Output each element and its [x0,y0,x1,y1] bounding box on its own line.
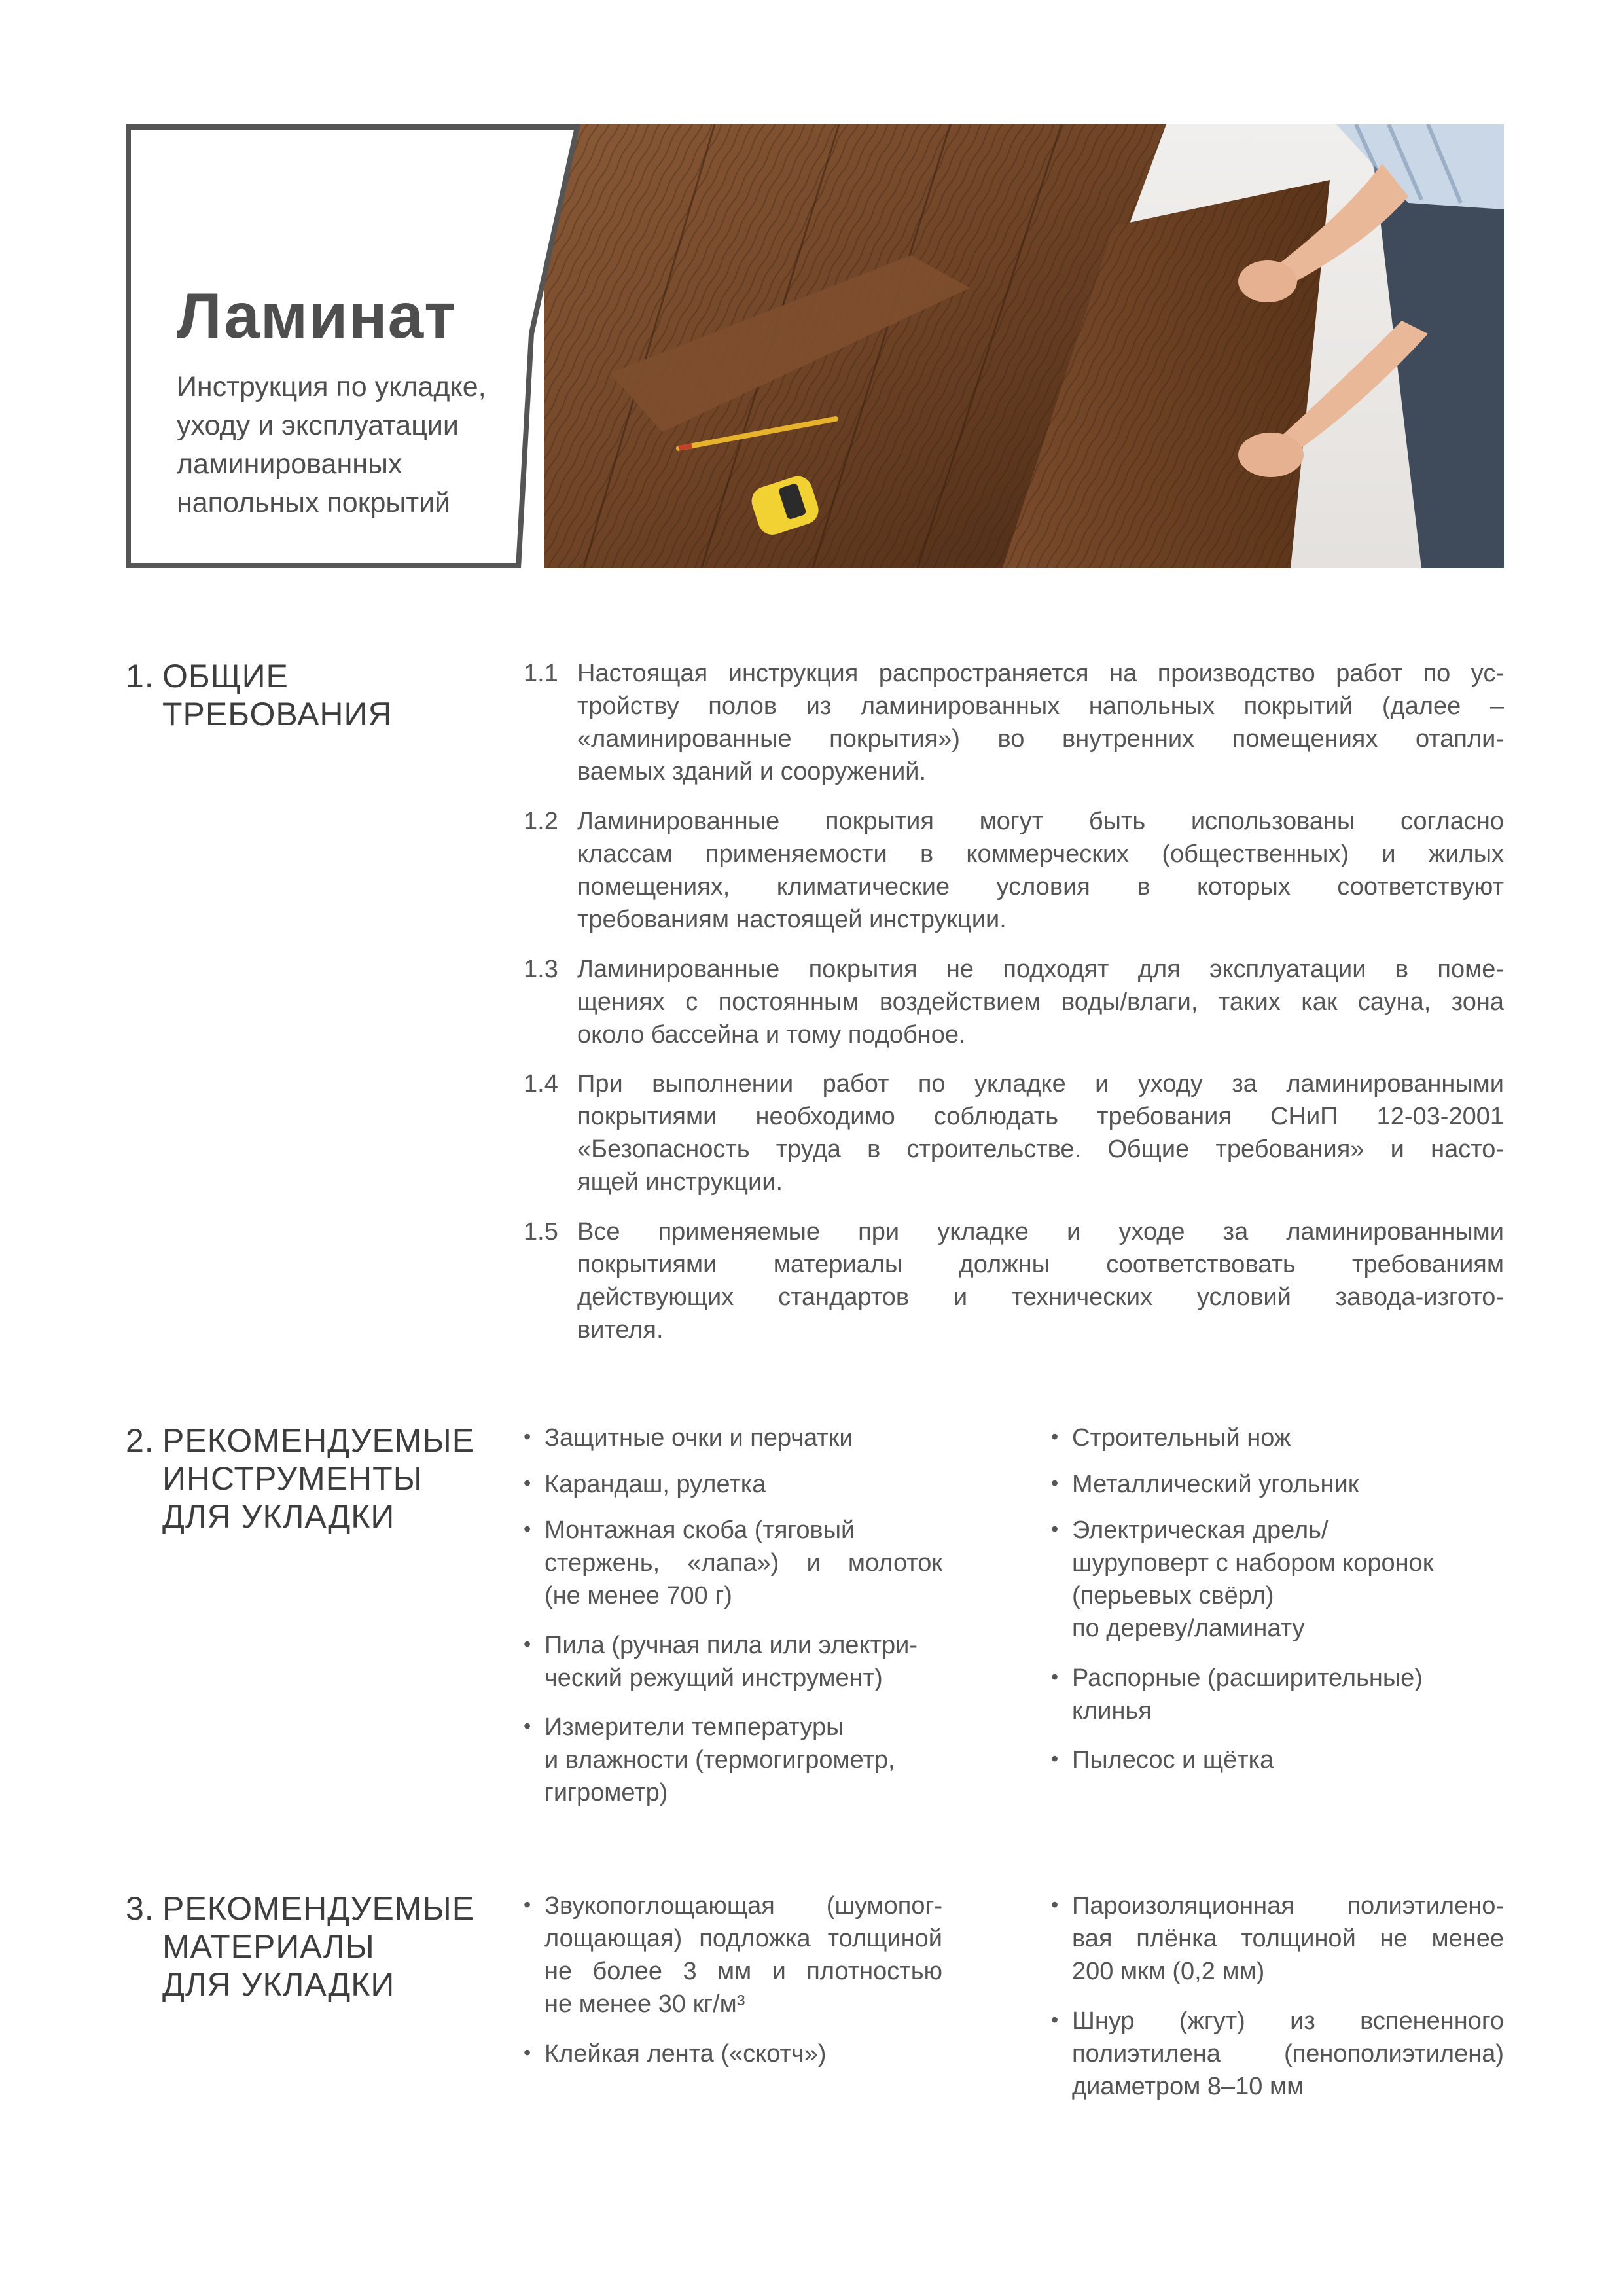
list-item [524,1629,942,1695]
list-item [524,1890,942,2020]
item-line: гигрометр) [544,1779,668,1806]
item-line: действующих стандартов и технических условий завода-изгото- [577,1283,1504,1311]
section-number: 2. [126,1422,154,1459]
item-line: Настоящая инструкция распространяется на производство работ по ус- [577,660,1504,687]
list-item [524,657,1504,788]
item-line: Карандаш, рулетка [544,1471,766,1498]
section-recommended-tools [126,1422,1504,1840]
item-line: 200 мкм (0,2 мм) [1072,1958,1265,1985]
bullet-icon: • [524,2041,531,2064]
bullet-icon: • [1051,1425,1059,1448]
item-line: около бассейна и тому подобное. [577,1021,966,1049]
item-line: «Безопасность труда в строительстве. Общие требования» и насто- [577,1136,1504,1163]
item-line: Звукопоглощающая (шумопог- [544,1892,942,1920]
section-heading-line: ДЛЯ УКЛАДКИ [162,1498,395,1535]
title-box [126,124,649,568]
item-line: Электрическая дрель/ [1072,1516,1329,1544]
item-line: ваемых зданий и сооружений. [577,758,927,785]
item-line: не менее 30 кг/м³ [544,1990,745,2018]
list-item [524,1514,942,1612]
section-heading-line: ОБЩИЕ [162,658,289,694]
bullet-icon: • [524,1471,531,1495]
section-heading-line: ТРЕБОВАНИЯ [162,696,393,732]
bullet-icon: • [524,1893,531,1916]
bullet-icon: • [524,1425,531,1448]
item-line: тройству полов из ламинированных напольных покрытий (далее – [577,692,1504,720]
item-line: лощающая) подложка толщиной [544,1925,942,1952]
bullet-icon: • [1051,1665,1059,1689]
section-heading-line: РЕКОМЕНДУЕМЫЕ [162,1890,475,1927]
bullet-icon: • [1051,2008,1059,2032]
item-line: (не менее 700 г) [544,1582,732,1609]
section-general-requirements [126,657,1504,1351]
section-heading-line: МАТЕРИАЛЫ [162,1928,375,1965]
bullet-icon: • [524,1517,531,1541]
list-item [524,953,1504,1051]
subtitle-line: Инструкция по укладке, [177,371,486,403]
item-line: не более 3 мм и плотностью [544,1958,942,1985]
bullet-icon: • [1051,1747,1059,1770]
item-line: Распорные (расширительные) [1072,1664,1423,1692]
section-number: 3. [126,1890,154,1927]
list-item [1051,1514,1504,1645]
item-number: 1.1 [524,660,558,687]
list-item [1051,1468,1504,1501]
item-number: 1.4 [524,1070,558,1098]
item-line: щениях с постоянным воздействием воды/влаги, таких как сауна, зона [577,988,1504,1016]
list-item [524,1215,1504,1346]
item-line: Все применяемые при укладке и уходе за ламинированными [577,1218,1504,1246]
item-line: стержень, «лапа») и молоток [544,1549,942,1577]
item-number: 1.3 [524,956,558,983]
item-line: Пила (ручная пила или электри- [544,1632,918,1659]
list-item [1051,1422,1504,1454]
section-number: 1. [126,658,154,694]
header-banner [126,124,1504,568]
subtitle-line: уходу и эксплуатации [177,410,459,441]
item-line: ящей инструкции. [577,1168,783,1196]
item-line: Защитные очки и перчатки [544,1424,853,1452]
item-number: 1.5 [524,1218,558,1246]
section-heading-line: ДЛЯ УКЛАДКИ [162,1966,395,2003]
list-item [1051,2005,1504,2103]
item-line: ческий режущий инструмент) [544,1664,883,1692]
item-line: Шнур (жгут) из вспененного [1072,2007,1504,2035]
item-line: Измерители температуры [544,1713,844,1741]
item-line: помещениях, климатические условия в которых соответствуют [577,873,1504,901]
list-item [1051,1744,1504,1776]
item-line: «ламинированные покрытия») во внутренних помещениях отапли- [577,725,1504,753]
list-item [1051,1662,1504,1727]
list-item [524,2037,942,2070]
item-line: Ламинированные покрытия не подходят для эксплуатации в поме- [577,956,1504,983]
item-line: полиэтилена (пенополиэтилена) [1072,2040,1504,2068]
item-line: Монтажная скоба (тяговый [544,1516,855,1544]
item-line: Пылесос и щётка [1072,1746,1274,1774]
item-line: Ламинированные покрытия могут быть использованы согласно [577,808,1504,835]
item-line: Металлический угольник [1072,1471,1359,1498]
list-item [524,1711,942,1809]
section-recommended-materials [126,1890,1504,2138]
page-subtitle [177,368,582,522]
subtitle-line: ламинированных [177,448,402,480]
item-line: классам применяемости в коммерческих (общественных) и жилых [577,840,1504,868]
bullet-icon: • [524,1714,531,1738]
item-line: вителя. [577,1316,664,1344]
item-line: требованиям настоящей инструкции. [577,906,1007,933]
section-heading-line: ИНСТРУМЕНТЫ [162,1460,423,1497]
page-title: Ламинат [177,279,457,351]
item-line: покрытиями необходимо соблюдать требования СНиП 12-03-2001 [577,1103,1504,1130]
item-line: клинья [1072,1697,1152,1725]
section-heading-line: РЕКОМЕНДУЕМЫЕ [162,1422,475,1459]
list-item [524,1422,942,1454]
item-line: и влажности (термогигрометр, [544,1746,895,1774]
item-line: Клейкая лента («скотч») [544,2040,827,2068]
item-number: 1.2 [524,808,558,835]
list-item [524,1468,942,1501]
item-line: Пароизоляционная полиэтилено- [1072,1892,1504,1920]
bullet-icon: • [524,1632,531,1656]
bullet-icon: • [1051,1471,1059,1495]
item-line: покрытиями материалы должны соответствовать требованиям [577,1251,1504,1278]
bullet-icon: • [1051,1517,1059,1541]
list-item [524,805,1504,936]
item-line: При выполнении работ по укладке и уходу за ламинированными [577,1070,1504,1098]
subtitle-line: напольных покрытий [177,487,451,518]
item-line: (перьевых свёрл) [1072,1582,1274,1609]
item-line: Строительный нож [1072,1424,1291,1452]
list-item [1051,1890,1504,1988]
item-line: шуруповерт с набором коронок [1072,1549,1434,1577]
item-line: диаметром 8–10 мм [1072,2073,1304,2100]
bullet-icon: • [1051,1893,1059,1916]
list-item [524,1067,1504,1198]
item-line: вая плёнка толщиной не менее [1072,1925,1504,1952]
item-line: по дереву/ламинату [1072,1615,1305,1642]
